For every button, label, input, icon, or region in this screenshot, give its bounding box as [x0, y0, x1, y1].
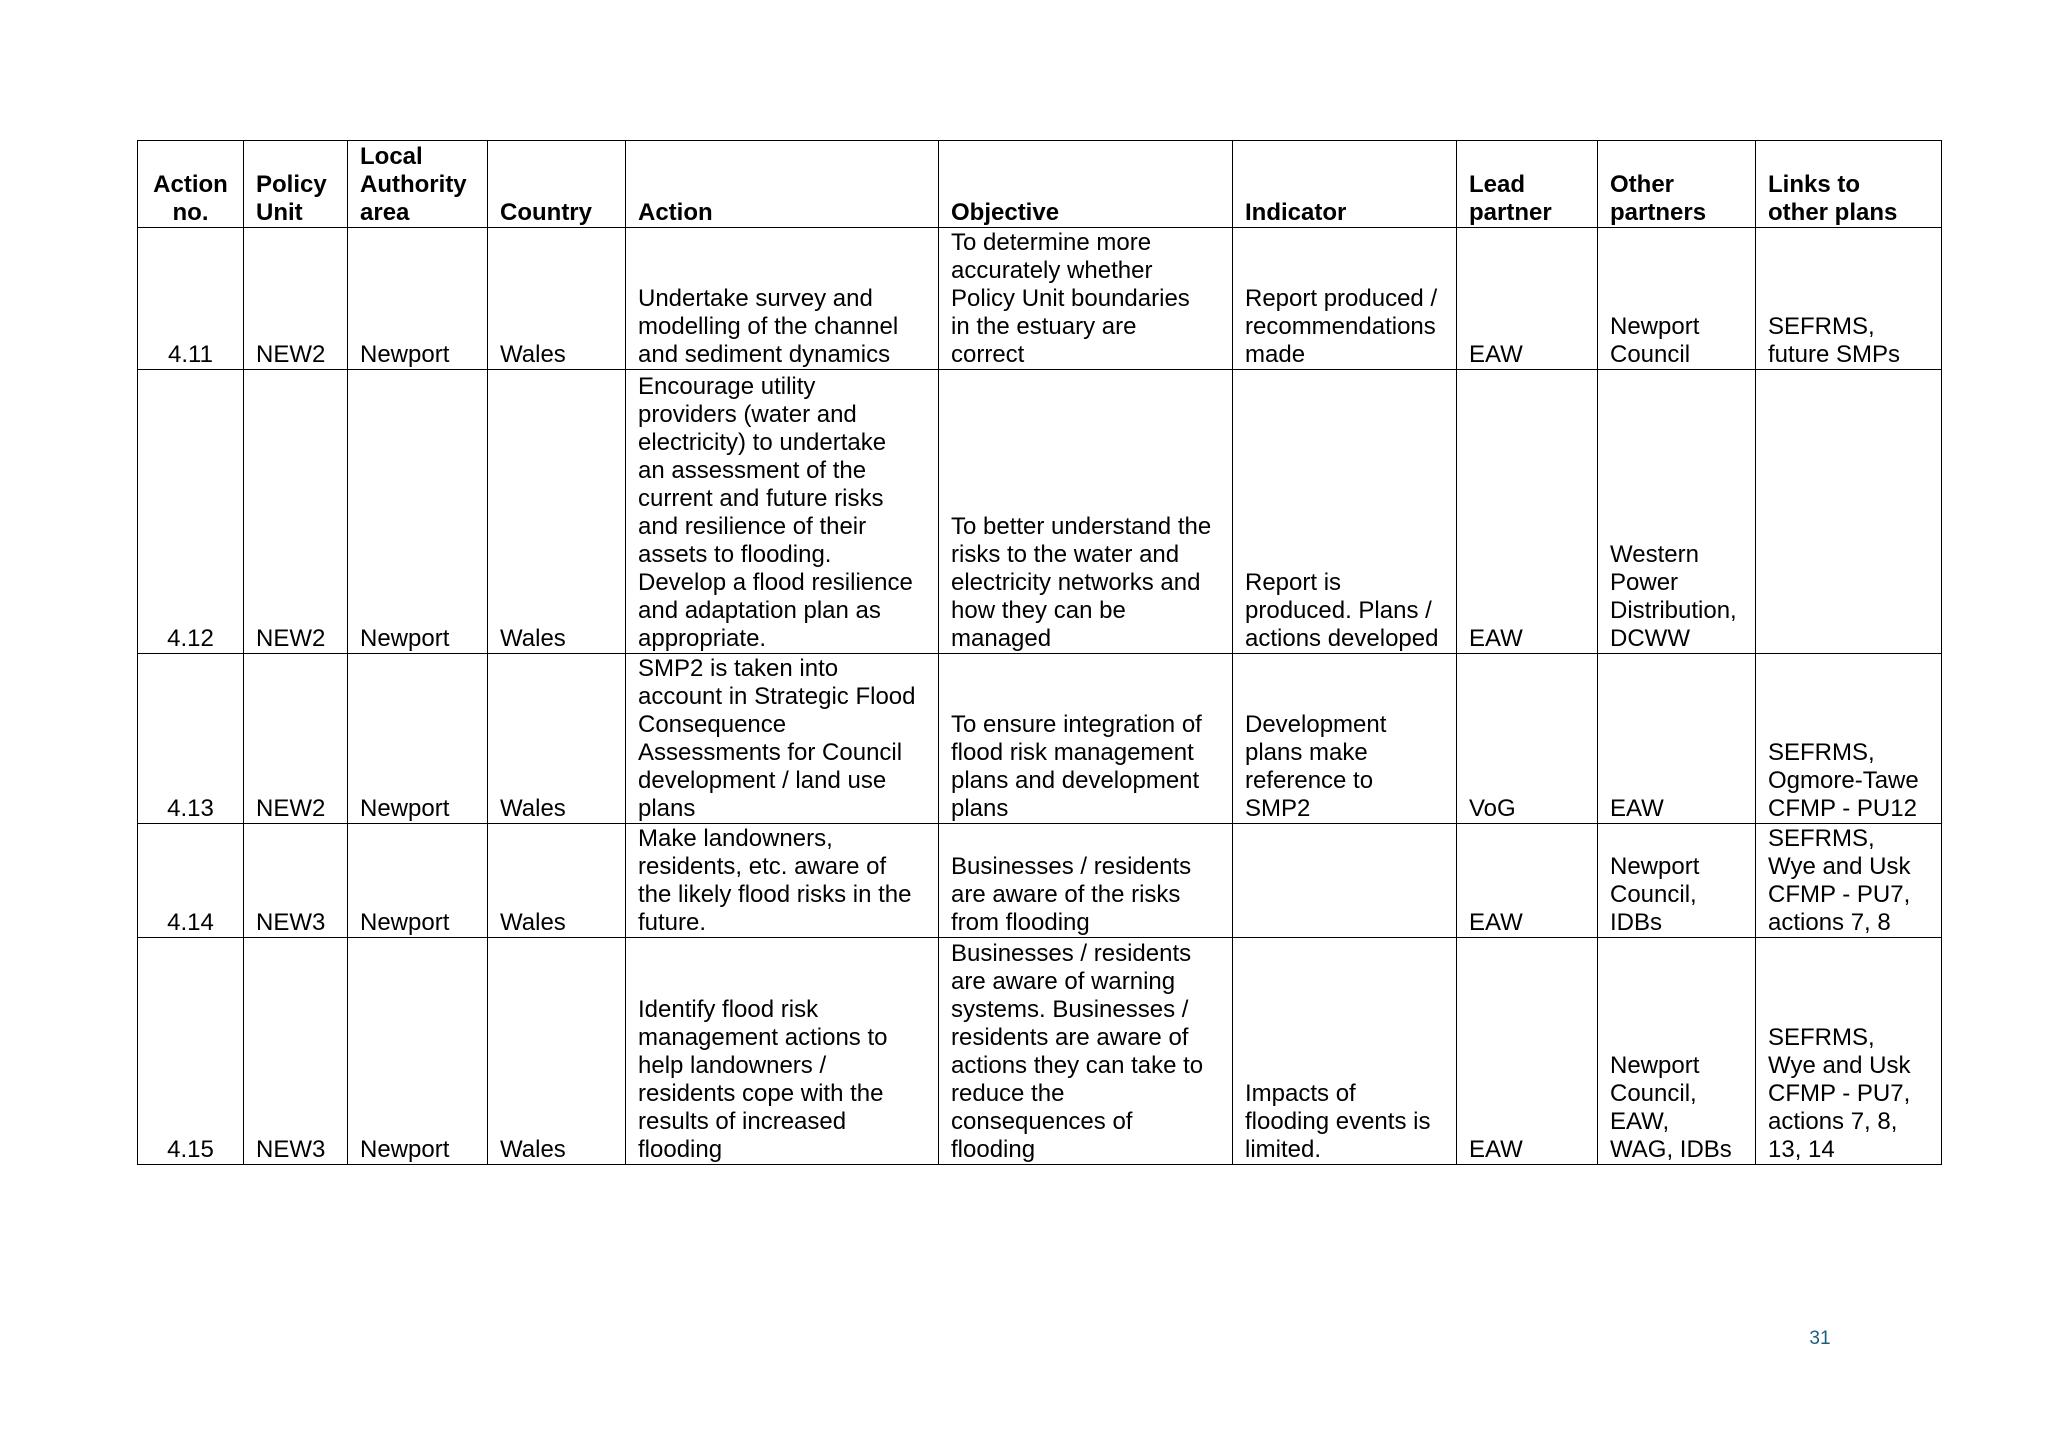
cell-links: SEFRMS, future SMPs: [1756, 228, 1942, 370]
cell-local-authority: Newport: [348, 370, 488, 654]
cell-action: SMP2 is taken into account in Strategic Flood Consequence Assessments for Council development / land use plans: [626, 654, 939, 824]
cell-country: Wales: [488, 370, 626, 654]
cell-action-no: 4.15: [138, 938, 244, 1165]
cell-policy-unit: NEW3: [244, 938, 348, 1165]
cell-objective: To ensure integration of flood risk management plans and development plans: [939, 654, 1233, 824]
cell-indicator: Development plans make reference to SMP2: [1233, 654, 1457, 824]
header-other-partners: Other partners: [1598, 141, 1756, 228]
cell-links: SEFRMS, Wye and Usk CFMP - PU7, actions 7, 8, 13, 14: [1756, 938, 1942, 1165]
cell-links: [1756, 370, 1942, 654]
cell-local-authority: Newport: [348, 938, 488, 1165]
cell-policy-unit: NEW2: [244, 370, 348, 654]
cell-objective: Businesses / residents are aware of the risks from flooding: [939, 824, 1233, 938]
cell-objective: To determine more accurately whether Policy Unit boundaries in the estuary are correct: [939, 228, 1233, 370]
page-number: 31: [1809, 1328, 1831, 1349]
action-plan-table: [137, 140, 1942, 1165]
cell-other-partners: EAW: [1598, 654, 1756, 824]
table-row: [138, 370, 1942, 654]
cell-action-no: 4.12: [138, 370, 244, 654]
cell-policy-unit: NEW3: [244, 824, 348, 938]
cell-links: SEFRMS, Ogmore-Tawe CFMP - PU12: [1756, 654, 1942, 824]
header-lead-partner: Lead partner: [1457, 141, 1598, 228]
cell-lead-partner: EAW: [1457, 938, 1598, 1165]
header-policy-unit: Policy Unit: [244, 141, 348, 228]
cell-country: Wales: [488, 228, 626, 370]
header-action: Action: [626, 141, 939, 228]
cell-local-authority: Newport: [348, 228, 488, 370]
table-header-row: [138, 141, 1942, 228]
table-row: [138, 228, 1942, 370]
header-objective: Objective: [939, 141, 1233, 228]
cell-other-partners: Western Power Distribution, DCWW: [1598, 370, 1756, 654]
cell-lead-partner: EAW: [1457, 370, 1598, 654]
table-row: [138, 938, 1942, 1165]
cell-lead-partner: EAW: [1457, 228, 1598, 370]
cell-indicator: Report is produced. Plans / actions developed: [1233, 370, 1457, 654]
cell-other-partners: Newport Council: [1598, 228, 1756, 370]
cell-links: SEFRMS, Wye and Usk CFMP - PU7, actions 7, 8: [1756, 824, 1942, 938]
cell-other-partners: Newport Council, IDBs: [1598, 824, 1756, 938]
header-local-authority: Local Authority area: [348, 141, 488, 228]
cell-action: Make landowners, residents, etc. aware of the likely flood risks in the future.: [626, 824, 939, 938]
cell-other-partners: Newport Council, EAW, WAG, IDBs: [1598, 938, 1756, 1165]
cell-action-no: 4.11: [138, 228, 244, 370]
cell-policy-unit: NEW2: [244, 228, 348, 370]
cell-lead-partner: VoG: [1457, 654, 1598, 824]
cell-indicator: Impacts of flooding events is limited.: [1233, 938, 1457, 1165]
header-country: Country: [488, 141, 626, 228]
table-row: [138, 824, 1942, 938]
cell-local-authority: Newport: [348, 824, 488, 938]
cell-lead-partner: EAW: [1457, 824, 1598, 938]
cell-indicator: [1233, 824, 1457, 938]
cell-country: Wales: [488, 824, 626, 938]
cell-action: Undertake survey and modelling of the channel and sediment dynamics: [626, 228, 939, 370]
cell-action: Encourage utility providers (water and electricity) to undertake an assessment of the current and future risks and resilience of their assets to flooding. Develop a flood resilience and adaptation plan as appropriate.: [626, 370, 939, 654]
cell-action: Identify flood risk management actions to help landowners / residents cope with the results of increased flooding: [626, 938, 939, 1165]
cell-country: Wales: [488, 654, 626, 824]
header-links: Links to other plans: [1756, 141, 1942, 228]
header-indicator: Indicator: [1233, 141, 1457, 228]
table-row: [138, 654, 1942, 824]
cell-objective: Businesses / residents are aware of warning systems. Businesses / residents are aware of actions they can take to reduce the consequences of flooding: [939, 938, 1233, 1165]
cell-policy-unit: NEW2: [244, 654, 348, 824]
cell-local-authority: Newport: [348, 654, 488, 824]
cell-action-no: 4.14: [138, 824, 244, 938]
header-action-no: Action no.: [138, 141, 244, 228]
cell-action-no: 4.13: [138, 654, 244, 824]
cell-objective: To better understand the risks to the water and electricity networks and how they can be managed: [939, 370, 1233, 654]
cell-indicator: Report produced / recommendations made: [1233, 228, 1457, 370]
cell-country: Wales: [488, 938, 626, 1165]
